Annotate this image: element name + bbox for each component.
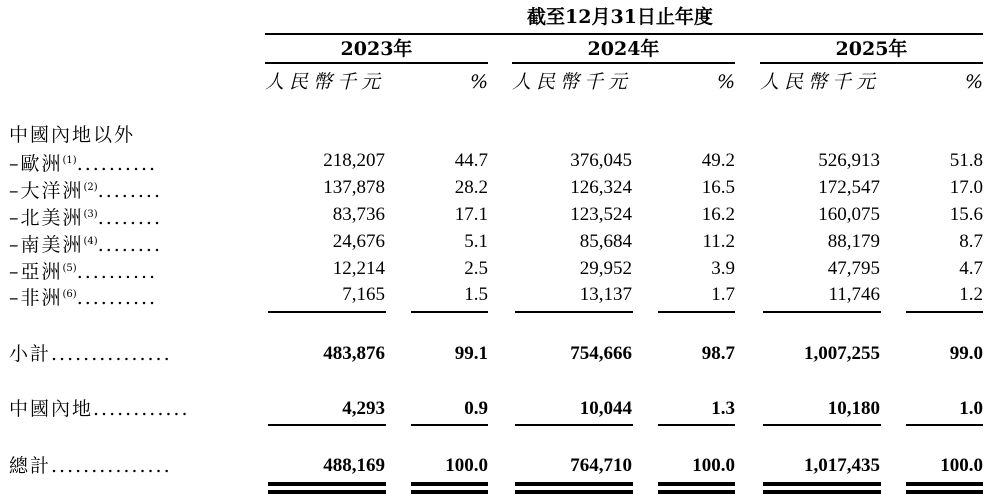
footnote-marker: (3) — [83, 209, 98, 220]
percent-2023: 99.1 — [454, 343, 488, 364]
percent-2023: 2.5 — [464, 258, 488, 279]
amount-2025: 47,795 — [827, 258, 880, 279]
row-label — [9, 285, 157, 308]
double-rule-total — [268, 490, 386, 494]
row-label-text: 小計 — [9, 343, 52, 365]
amount-2023: 218,207 — [323, 150, 385, 171]
double-rule-total — [411, 490, 488, 494]
percent-2025: 99.0 — [949, 343, 983, 364]
unit-amount-2024: 人民幣千元 — [512, 71, 633, 93]
year-underline-2023 — [265, 62, 488, 64]
row-label-text: –非洲 — [9, 287, 63, 309]
unit-amount-2025: 人民幣千元 — [760, 71, 881, 93]
year-header-2023: 2023年 — [340, 38, 413, 60]
rule-above-total — [411, 424, 488, 426]
double-rule-total — [515, 482, 633, 486]
footnote-marker: (2) — [83, 182, 98, 193]
row-label — [9, 456, 172, 476]
dot-leader: .......... — [76, 153, 158, 175]
footnote-marker: (5) — [62, 263, 77, 274]
percent-2023: 17.1 — [454, 204, 488, 225]
rule-above-total — [515, 424, 633, 426]
amount-2023: 24,676 — [332, 231, 385, 252]
row-label — [9, 344, 172, 364]
percent-2024: 16.2 — [701, 204, 735, 225]
double-rule-total — [763, 482, 881, 486]
rule-above-subtotal — [763, 311, 881, 313]
percent-2023: 44.7 — [454, 150, 488, 171]
amount-2023: 4,293 — [342, 398, 385, 419]
rule-above-total — [658, 424, 735, 426]
double-rule-total — [763, 490, 881, 494]
row-label-text: –南美洲 — [9, 234, 84, 256]
footnote-marker: (6) — [62, 289, 77, 300]
unit-percent-2023: % — [469, 71, 488, 93]
footnote-marker: (1) — [62, 155, 77, 166]
percent-2024: 98.7 — [701, 343, 735, 364]
rule-above-subtotal — [268, 311, 386, 313]
percent-2024: 1.3 — [711, 398, 735, 419]
amount-2023: 7,165 — [342, 284, 385, 305]
row-label-text: 總計 — [9, 455, 52, 477]
dot-leader: ............... — [51, 343, 172, 365]
amount-2025: 11,746 — [828, 284, 880, 305]
percent-2024: 100.0 — [692, 455, 735, 476]
percent-2023: 100.0 — [445, 455, 488, 476]
amount-2025: 1,007,255 — [804, 343, 880, 364]
double-rule-total — [411, 482, 488, 486]
percent-2025: 4.7 — [959, 258, 983, 279]
percent-2025: 8.7 — [959, 231, 983, 252]
dot-leader: ........ — [97, 180, 163, 202]
unit-percent-2025: % — [964, 71, 983, 93]
amount-2023: 83,736 — [332, 204, 385, 225]
percent-2025: 17.0 — [949, 177, 983, 198]
percent-2024: 3.9 — [711, 258, 735, 279]
dot-leader: ........ — [97, 207, 163, 229]
percent-2023: 28.2 — [454, 177, 488, 198]
unit-amount-2023: 人民幣千元 — [265, 71, 386, 93]
percent-2025: 100.0 — [940, 455, 983, 476]
rule-above-total — [906, 424, 983, 426]
row-label — [9, 151, 157, 174]
year-underline-2024 — [512, 62, 735, 64]
rule-above-total — [763, 424, 881, 426]
row-label-text: –北美洲 — [9, 207, 84, 229]
row-label — [9, 205, 162, 228]
amount-2024: 123,524 — [570, 204, 632, 225]
amount-2024: 85,684 — [579, 231, 632, 252]
table-caption: 截至12月31日止年度 — [527, 6, 713, 28]
amount-2024: 13,137 — [579, 284, 632, 305]
amount-2025: 160,075 — [818, 204, 880, 225]
row-label-text: –大洋洲 — [9, 180, 84, 202]
row-label — [9, 259, 157, 282]
unit-percent-2024: % — [716, 71, 735, 93]
dot-leader: .......... — [76, 261, 158, 283]
amount-2023: 12,214 — [332, 258, 385, 279]
amount-2025: 1,017,435 — [804, 455, 880, 476]
amount-2023: 488,169 — [323, 455, 385, 476]
year-header-2025: 2025年 — [835, 38, 908, 60]
row-label-text: –歐洲 — [9, 153, 63, 175]
dot-leader: ............... — [51, 455, 172, 477]
percent-2025: 1.2 — [959, 284, 983, 305]
percent-2025: 15.6 — [949, 204, 983, 225]
footnote-marker: (4) — [83, 236, 98, 247]
rule-above-subtotal — [515, 311, 633, 313]
rule-above-subtotal — [411, 311, 488, 313]
double-rule-total — [268, 482, 386, 486]
row-label-text: –亞洲 — [9, 261, 63, 283]
row-label — [9, 399, 190, 419]
percent-2024: 11.2 — [702, 231, 735, 252]
year-header-2024: 2024年 — [587, 38, 660, 60]
double-rule-total — [658, 490, 735, 494]
amount-2025: 172,547 — [818, 177, 880, 198]
row-label — [9, 178, 162, 201]
percent-2023: 1.5 — [464, 284, 488, 305]
caption-underline — [265, 33, 983, 35]
amount-2024: 29,952 — [579, 258, 632, 279]
double-rule-total — [658, 482, 735, 486]
percent-2024: 16.5 — [701, 177, 735, 198]
percent-2024: 49.2 — [701, 150, 735, 171]
amount-2025: 88,179 — [827, 231, 880, 252]
percent-2023: 0.9 — [464, 398, 488, 419]
amount-2024: 376,045 — [570, 150, 632, 171]
amount-2025: 10,180 — [827, 398, 880, 419]
amount-2023: 483,876 — [323, 343, 385, 364]
amount-2024: 10,044 — [579, 398, 632, 419]
amount-2024: 126,324 — [570, 177, 632, 198]
double-rule-total — [515, 490, 633, 494]
percent-2023: 5.1 — [464, 231, 488, 252]
row-label — [9, 232, 162, 255]
percent-2025: 51.8 — [949, 150, 983, 171]
amount-2024: 764,710 — [570, 455, 632, 476]
rule-above-subtotal — [906, 311, 983, 313]
section-heading-overseas: 中國內地以外 — [9, 124, 136, 146]
amount-2025: 526,913 — [818, 150, 880, 171]
year-underline-2025 — [760, 62, 983, 64]
percent-2024: 1.7 — [711, 284, 735, 305]
amount-2024: 754,666 — [570, 343, 632, 364]
double-rule-total — [906, 490, 983, 494]
dot-leader: ........ — [97, 234, 163, 256]
dot-leader: ............ — [93, 398, 190, 420]
rule-above-subtotal — [658, 311, 735, 313]
dot-leader: .......... — [76, 287, 158, 309]
row-label-text: 中國內地 — [9, 398, 94, 420]
rule-above-total — [268, 424, 386, 426]
double-rule-total — [906, 482, 983, 486]
percent-2025: 1.0 — [959, 398, 983, 419]
amount-2023: 137,878 — [323, 177, 385, 198]
